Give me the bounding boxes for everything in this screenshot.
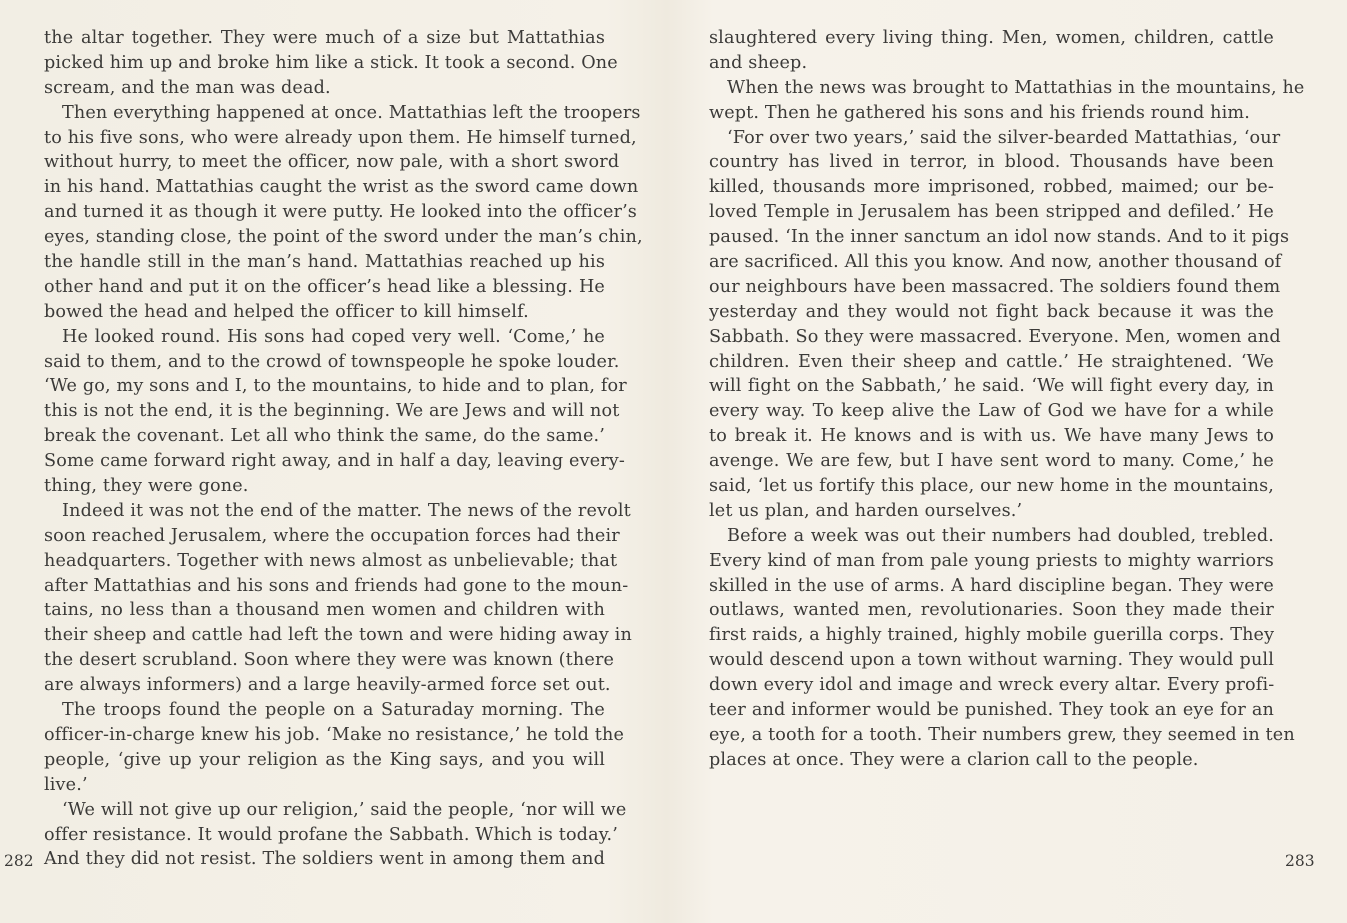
text-line: yesterday and they would not fight back because it was the [709, 301, 1274, 322]
text-line: to break it. He knows and is with us. We have many Jews to [709, 426, 1274, 447]
text-line: ‘We will not give up our religion,’ said the people, ‘nor will we [62, 799, 627, 820]
text-line: will fight on the Sabbath,’ he said. ‘We will fight every day, in [709, 376, 1274, 397]
text-line: bowed the head and helped the officer to kill himself. [44, 301, 529, 322]
text-line: ‘We go, my sons and I, to the mountains, to hide and to plan, for [44, 376, 627, 397]
text-line: said, ‘let us fortify this place, our new home in the mountains, [709, 476, 1274, 497]
text-line: and turned it as though it were putty. He looked into the officer’s [44, 202, 637, 223]
text-line: avenge. We are few, but I have sent word to many. Come,’ he [709, 451, 1274, 472]
text-line: the altar together. They were much of a size but Mattathias [44, 28, 605, 48]
text-line: officer-in-charge knew his job. ‘Make no resistance,’ he told the [44, 724, 625, 745]
text-line: are sacrificed. All this you know. And now, another thousand of [709, 252, 1282, 273]
text-line: every way. To keep alive the Law of God we have for a while [709, 401, 1274, 422]
text-line: paused. ‘In the inner sanctum an idol now stands. And to it pigs [709, 227, 1290, 248]
text-line: thing, they were gone. [44, 476, 249, 497]
text-line: He looked round. His sons had coped very well. ‘Come,’ he [62, 326, 605, 347]
text-line: The troops found the people on a Saturaday morning. The [62, 700, 605, 721]
text-line: live.’ [44, 774, 88, 795]
text-line: Before a week was out their numbers had doubled, trebled. [727, 525, 1274, 546]
text-line: tains, no less than a thousand men women and children with [44, 600, 605, 621]
left-page-text [44, 26, 643, 872]
text-line: let us plan, and harden ourselves.’ [709, 500, 1023, 521]
text-line: skilled in the use of arms. A hard discipline began. They were [709, 575, 1274, 596]
text-line: Indeed it was not the end of the matter. The news of the revolt [62, 500, 631, 521]
text-line: break the covenant. Let all who think the same, do the same.’ [44, 426, 605, 447]
text-line: headquarters. Together with news almost as unbelievable; that [44, 550, 618, 571]
text-line: killed, thousands more imprisoned, robbed, maimed; our be- [709, 177, 1274, 198]
text-line: places at once. They were a clarion call to the people. [709, 749, 1199, 770]
text-line: Every kind of man from pale young priests to mighty warriors [709, 550, 1274, 571]
text-line: in his hand. Mattathias caught the wrist as the sword came down [44, 177, 639, 198]
text-line: country has lived in terror, in blood. Thousands have been [709, 152, 1274, 173]
text-line: outlaws, wanted men, revolutionaries. Soon they made their [709, 600, 1274, 621]
text-line: soon reached Jerusalem, where the occupation forces had their [44, 525, 620, 546]
text-line: people, ‘give up your religion as the King says, and you will [44, 749, 605, 770]
text-line: loved Temple in Jerusalem has been stripped and defiled.’ He [709, 202, 1274, 223]
text-line: after Mattathias and his sons and friends had gone to the moun- [44, 575, 629, 596]
text-line: ‘For over two years,’ said the silver-bearded Mattathias, ‘our [727, 127, 1281, 148]
text-line: Some came forward right away, and in half a day, leaving every- [44, 451, 625, 472]
text-line: our neighbours have been massacred. The soldiers found them [709, 276, 1281, 297]
text-line: When the news was brought to Mattathias in the mountains, he [727, 77, 1305, 98]
text-line: to his five sons, who were already upon them. He himself turned, [44, 127, 637, 148]
text-line: And they did not resist. The soldiers went in among them and [44, 849, 605, 870]
text-line: first raids, a highly trained, highly mobile guerilla corps. They [709, 625, 1275, 646]
text-line: wept. Then he gathered his sons and his friends round him. [709, 102, 1251, 123]
text-line: Sabbath. So they were massacred. Everyone. Men, women and [709, 326, 1281, 347]
text-line: would descend upon a town without warning. They would pull [709, 650, 1274, 671]
text-line: their sheep and cattle had left the town and were hiding away in [44, 625, 632, 646]
text-line: picked him up and broke him like a stick. It took a second. One [44, 52, 618, 73]
text-line: down every idol and image and wreck every altar. Every profi- [709, 675, 1275, 696]
text-line: the handle still in the man’s hand. Mattathias reached up his [44, 252, 605, 273]
text-line: scream, and the man was dead. [44, 77, 331, 98]
text-line: Then everything happened at once. Mattathias left the troopers [62, 102, 641, 123]
text-line: teer and informer would be punished. They took an eye for an [709, 700, 1274, 721]
page-number-left: 282 [4, 852, 34, 870]
page-number-right: 283 [1285, 852, 1315, 870]
text-line: without hurry, to meet the officer, now pale, with a short sword [44, 152, 620, 173]
text-line: other hand and put it on the officer’s head like a blessing. He [44, 276, 605, 297]
text-line: children. Even their sheep and cattle.’ He straightened. ‘We [709, 351, 1274, 372]
text-line: this is not the end, it is the beginning. We are Jews and will not [44, 401, 620, 422]
text-line: are always informers) and a large heavily-armed force set out. [44, 675, 611, 696]
text-line: said to them, and to the crowd of townspeople he spoke louder. [44, 351, 620, 372]
text-line: slaughtered every living thing. Men, women, children, cattle [709, 28, 1274, 48]
text-line: the desert scrubland. Soon where they were was known (there [44, 650, 615, 671]
text-line: eye, a tooth for a tooth. Their numbers grew, they seemed in ten [709, 724, 1295, 745]
text-line: offer resistance. It would profane the Sabbath. Which is today.’ [44, 824, 618, 845]
text-line: and sheep. [709, 52, 808, 73]
right-page-text [709, 26, 1305, 773]
text-line: eyes, standing close, the point of the sword under the man’s chin, [44, 227, 643, 248]
